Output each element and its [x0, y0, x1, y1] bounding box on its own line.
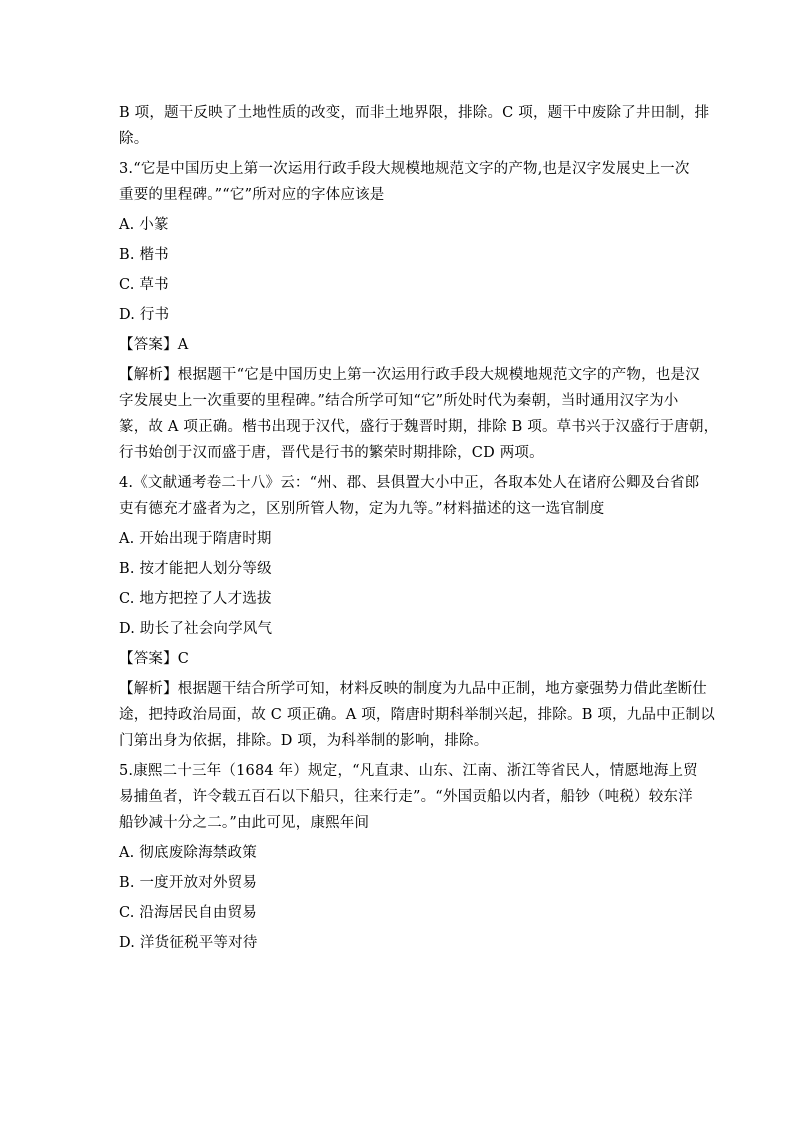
option-b: B. 楷书: [119, 247, 169, 263]
option-c: C. 地方把控了人才选拔: [119, 591, 272, 607]
option-b: B. 一度开放对外贸易: [119, 875, 258, 891]
question-text: 吏有德充才盛者为之，区别所管人物，定为九等。”材料描述的这一选官制度: [119, 501, 605, 517]
explanation: [119, 362, 719, 466]
question-text: 3.“它是中国历史上第一次运用行政手段大规模地规范文字的产物,也是汉字发展史上一次: [119, 161, 690, 177]
answer: 【答案】A: [119, 337, 189, 353]
option-a: A. 小篆: [119, 217, 169, 233]
explanation-line: 【解析】根据题干结合所学可知，材料反映的制度为九品中正制，地方豪强势力借此垄断仕: [119, 681, 707, 697]
question-text: 船钞减十分之二。”由此可见，康熙年间: [119, 815, 370, 831]
option-a: A. 彻底废除海禁政策: [119, 845, 257, 861]
explanation: [119, 676, 715, 754]
option-a: A. 开始出现于隋唐时期: [119, 531, 272, 547]
explanation-line: 门第出身为依据，排除。D 项，为科举制的影响，排除。: [119, 733, 489, 749]
option-c: C. 草书: [119, 277, 169, 293]
text-line: 除。: [119, 131, 149, 147]
option-d: D. 行书: [119, 307, 170, 323]
explanation-line: 【解析】根据题干“它是中国历史上第一次运用行政手段大规模地规范文字的产物，也是汉: [119, 367, 700, 383]
text-line: B 项，题干反映了土地性质的改变，而非土地界限，排除。C 项，题干中废除了井田制，排: [119, 105, 710, 121]
intro-paragraph: [119, 100, 710, 152]
question-text: 易捕鱼者，许令载五百石以下船只，往来行走”。“外国贡船以内者，船钞（吨税）较东洋: [119, 789, 693, 805]
explanation-line: 途，把持政治局面，故 C 项正确。A 项，隋唐时期科举制兴起，排除。B 项，九品中正制以: [119, 707, 715, 723]
question-text: 5.康熙二十三年（1684 年）规定，“凡直隶、山东、江南、浙江等省民人，情愿地海上贸: [119, 763, 698, 779]
option-d: D. 洋货征税平等对待: [119, 935, 258, 951]
question-3: [119, 156, 690, 208]
explanation-line: 字发展史上一次重要的里程碑。”结合所学可知“它”所处时代为秦朝，当时通用汉字为小: [119, 393, 679, 409]
option-d: D. 助长了社会向学风气: [119, 621, 273, 637]
document-page: [119, 100, 719, 956]
explanation-line: 行书始创于汉而盛于唐，晋代是行书的繁荣时期排除，CD 两项。: [119, 445, 544, 461]
option-b: B. 按才能把人划分等级: [119, 561, 272, 577]
question-4: [119, 470, 700, 522]
option-c: C. 沿海居民自由贸易: [119, 905, 257, 921]
question-5: [119, 758, 698, 836]
question-text: 重要的里程碑。”“它”所对应的字体应该是: [119, 187, 385, 203]
answer: 【答案】C: [119, 651, 190, 667]
explanation-line: 篆，故 A 项正确。楷书出现于汉代，盛行于魏晋时期，排除 B 项。草书兴于汉盛行于唐朝，: [119, 419, 719, 435]
question-text: 4.《文献通考卷二十八》云：“州、郡、县俱置大小中正，各取本处人在诸府公卿及台省郎: [119, 475, 700, 491]
